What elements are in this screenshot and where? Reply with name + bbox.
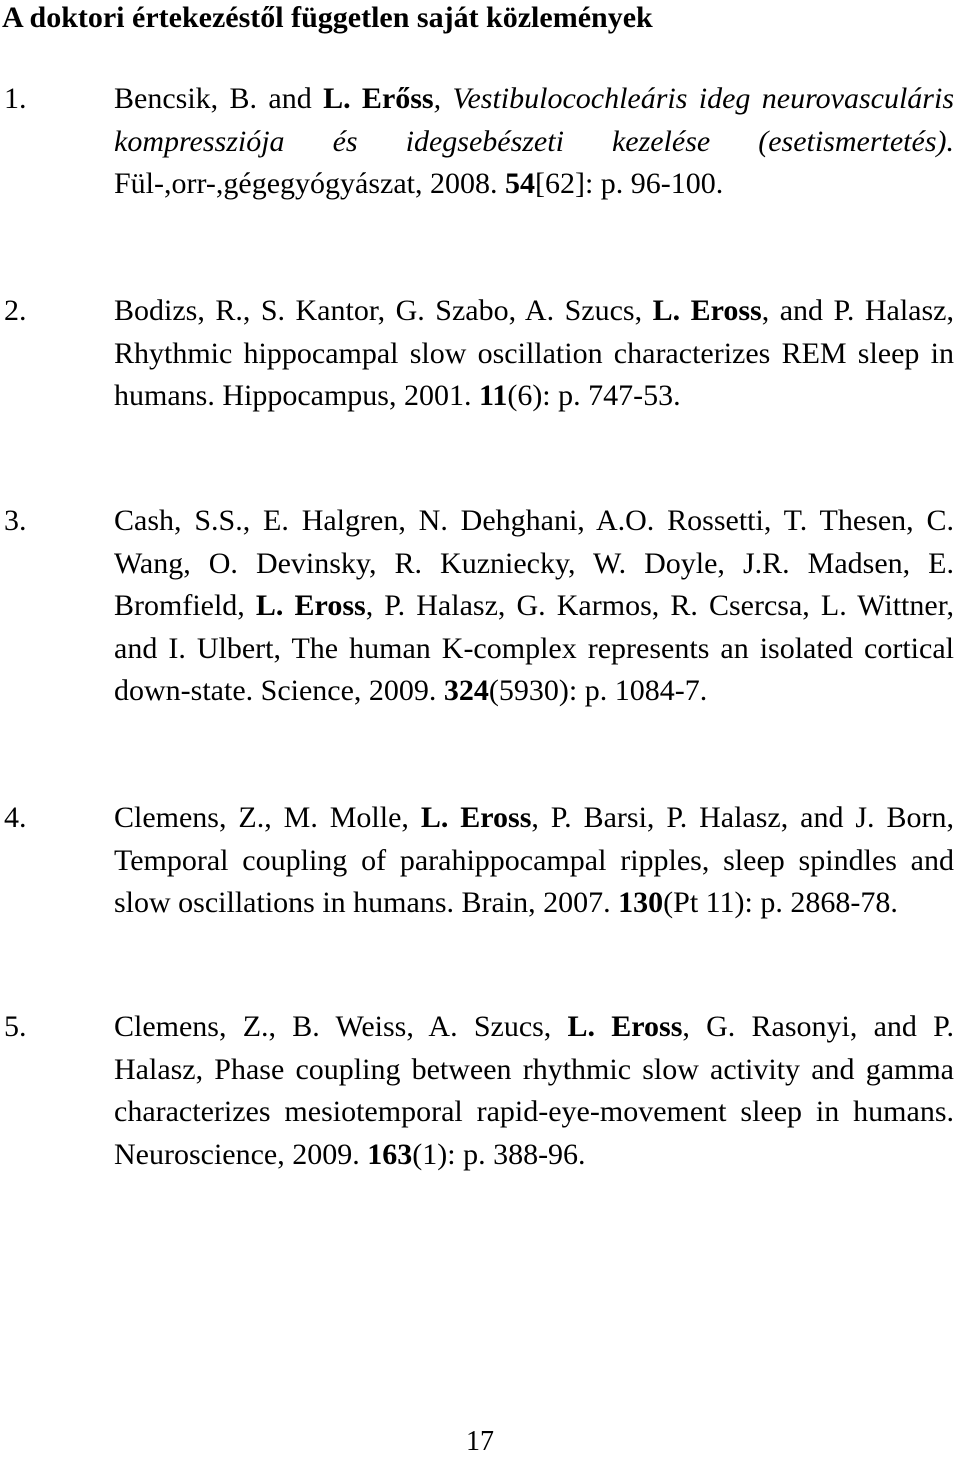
reference-journal-year: Neuroscience, 2009. xyxy=(114,1137,368,1171)
reference-volume: 11 xyxy=(478,379,508,413)
reference-authors: Clemens, Z., B. Weiss, A. Szucs, xyxy=(114,1010,568,1043)
reference-number: 2. xyxy=(4,294,27,327)
reference-title: , P. Halasz, G. Karmos, R. Csercsa, L. Wittner, and I. Ulbert, The human K-complex represents an isolated cortical down-state. xyxy=(114,589,954,708)
reference-volume: 163 xyxy=(367,1137,413,1171)
reference-volume: 130 xyxy=(618,886,664,920)
reference-authors: Clemens, Z., M. Molle, xyxy=(114,801,421,834)
reference-text xyxy=(114,500,954,713)
reference-journal-year: Fül-,orr-,gégegyógyászat, 2008. xyxy=(114,167,505,201)
reference-title: , Vestibulocochleáris ideg neurovasculáris kompressziója és idegsebészeti kezelése (esetismertetés). xyxy=(114,82,954,158)
reference-highlight-author: L. Eross xyxy=(567,1010,683,1043)
reference-issue-pages: (1): p. 388-96. xyxy=(412,1137,586,1171)
reference-highlight-author: L. Eross xyxy=(420,801,532,834)
reference-journal-year: Brain, 2007. xyxy=(461,886,619,920)
reference-number: 5. xyxy=(4,1010,27,1043)
reference-highlight-author: L. Eross xyxy=(255,589,366,623)
reference-issue-pages: (6): p. 747-53. xyxy=(507,379,681,413)
reference-issue-pages: (Pt 11): p. 2868-78. xyxy=(663,886,898,920)
reference-authors: Bodizs, R., S. Kantor, G. Szabo, A. Szucs, xyxy=(114,294,653,327)
reference-issue-pages: (5930): p. 1084-7. xyxy=(488,674,708,708)
reference-number: 4. xyxy=(4,801,27,834)
reference-volume: 54 xyxy=(504,167,535,201)
reference-issue-pages: [62]: p. 96-100. xyxy=(534,167,724,201)
reference-text xyxy=(114,797,954,925)
reference-authors: Cash, S.S., E. Halgren, N. Dehghani, A.O. Rossetti, T. Thesen, C. Wang, O. Devinsky, R. Kuzniecky, W. Doyle, J.R. Madsen, E. Bromfield, xyxy=(114,504,954,623)
page-number: 17 xyxy=(466,1426,494,1457)
reference-number: 3. xyxy=(4,504,27,537)
reference-text xyxy=(114,1006,954,1176)
reference-title: , P. Barsi, P. Halasz, and J. Born, Temporal coupling of parahippocampal ripples, sleep spindles and slow oscillations in humans. xyxy=(114,801,954,920)
reference-highlight-author: L. Eross xyxy=(652,294,762,327)
reference-journal-year: Hippocampus, 2001. xyxy=(222,379,479,413)
reference-authors: Bencsik, B. and xyxy=(114,82,324,115)
reference-text xyxy=(114,290,954,418)
reference-title: , and P. Halasz, Rhythmic hippocampal slow oscillation characterizes REM sleep in humans. xyxy=(114,294,954,413)
reference-highlight-author: L. Erőss xyxy=(323,82,434,115)
reference-text xyxy=(114,78,954,206)
reference-title: , G. Rasonyi, and P. Halasz, Phase coupling between rhythmic slow activity and gamma characterizes mesiotemporal rapid-eye-movement sleep in humans. xyxy=(114,1010,954,1129)
reference-journal-year: Science, 2009. xyxy=(260,674,444,708)
reference-number: 1. xyxy=(4,82,27,115)
page-heading: A doktori értekezéstől független saját közlemények xyxy=(2,1,653,34)
reference-volume: 324 xyxy=(443,674,489,708)
